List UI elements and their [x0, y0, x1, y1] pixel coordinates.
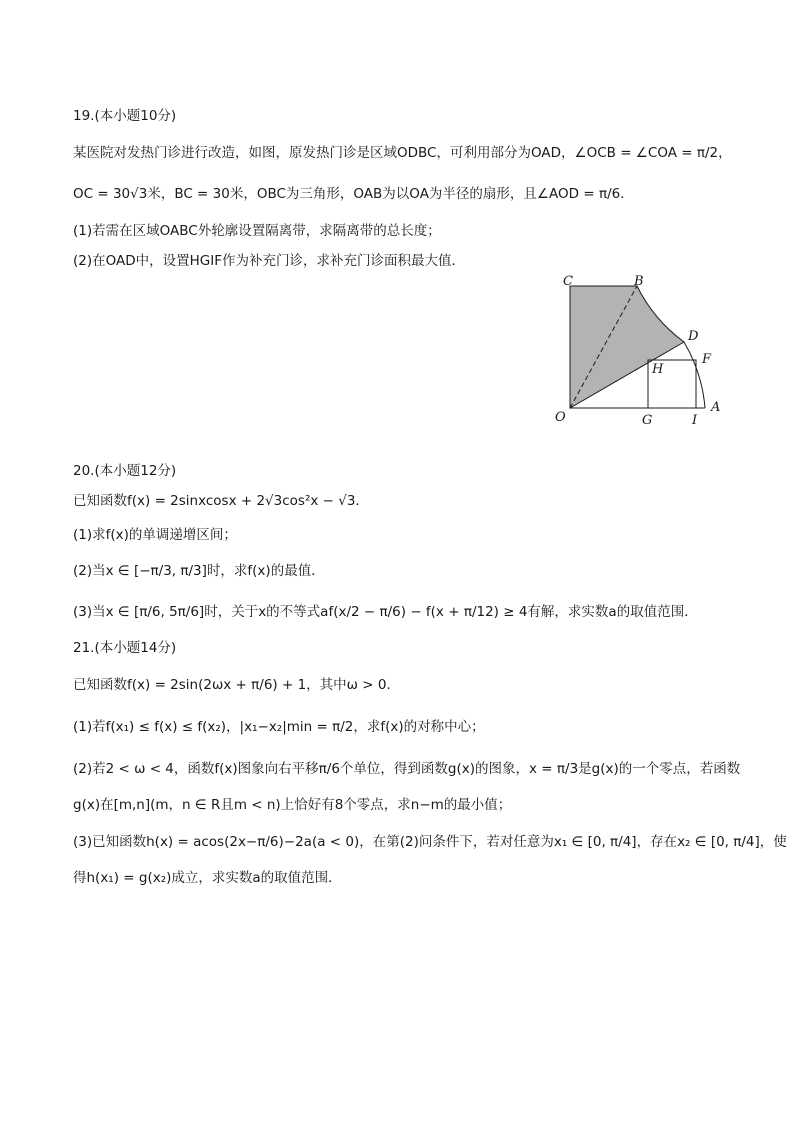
label-i: I [692, 413, 698, 428]
q20-part3: (3)当x ∈ [π/6, 5π/6]时，关于x的不等式af(x/2 − π/6) − f(x + π/12) ≥ 4有解，求实数a的取值范围． [73, 604, 698, 620]
label-b: B [634, 274, 644, 289]
q21-line1: 已知函数f(x) = 2sin(2ωx + π/6) + 1，其中ω > 0． [73, 677, 400, 693]
q19-header: 19.(本小题10分) [73, 108, 177, 124]
q21-part2a: (2)若2 < ω < 4，函数f(x)图象向右平移π/6个单位，得到函数g(x)的图象，x = π/3是g(x)的一个零点，若函数 [73, 761, 741, 777]
label-d: D [688, 329, 699, 344]
label-f: F [702, 352, 712, 367]
q19-line2: OC = 30√3米，BC = 30米，OBC为三角形，OAB为以OA为半径的扇形，且∠AOD = π/6． [73, 186, 634, 202]
q20-header: 20.(本小题12分) [73, 463, 177, 479]
q20-line1: 已知函数f(x) = 2sinxcosx + 2√3cos²x − √3． [73, 493, 369, 509]
q20-part1: (1)求f(x)的单调递增区间； [73, 527, 237, 543]
q21-part3b: 得h(x₁) = g(x₂)成立，求实数a的取值范围． [73, 870, 342, 886]
q21-part2b: g(x)在[m,n](m，n ∈ R且m < n)上恰好有8个零点，求n−m的最小值； [73, 797, 512, 813]
label-c: C [563, 274, 573, 289]
q19-line1: 某医院对发热门诊进行改造，如图，原发热门诊是区域ODBC，可利用部分为OAD，∠OCB = ∠COA = π/2， [73, 145, 732, 161]
q19-figure [550, 270, 730, 434]
q21-part3a: (3)已知函数h(x) = acos(2x−π/6)−2a(a < 0)，在第(2)问条件下，若对任意为x₁ ∈ [0, π/4]，存在x₂ ∈ [0, π/4]，使 [73, 834, 787, 850]
geometry-diagram [550, 270, 730, 430]
q19-part1: (1)若需在区域OABC外轮廓设置隔离带，求隔离带的总长度； [73, 223, 441, 239]
q21-part1: (1)若f(x₁) ≤ f(x) ≤ f(x₂)，|x₁−x₂|min = π/2，求f(x)的对称中心； [73, 719, 485, 735]
q21-header: 21.(本小题14分) [73, 640, 177, 656]
shaded-region [570, 286, 684, 408]
q19-part2: (2)在OAD中，设置HGIF作为补充门诊，求补充门诊面积最大值． [73, 253, 466, 269]
label-a: A [711, 400, 721, 415]
label-g: G [642, 413, 653, 428]
label-o: O [555, 410, 566, 425]
label-h: H [652, 362, 664, 377]
q20-part2: (2)当x ∈ [−π/3, π/3]时，求f(x)的最值． [73, 563, 325, 579]
